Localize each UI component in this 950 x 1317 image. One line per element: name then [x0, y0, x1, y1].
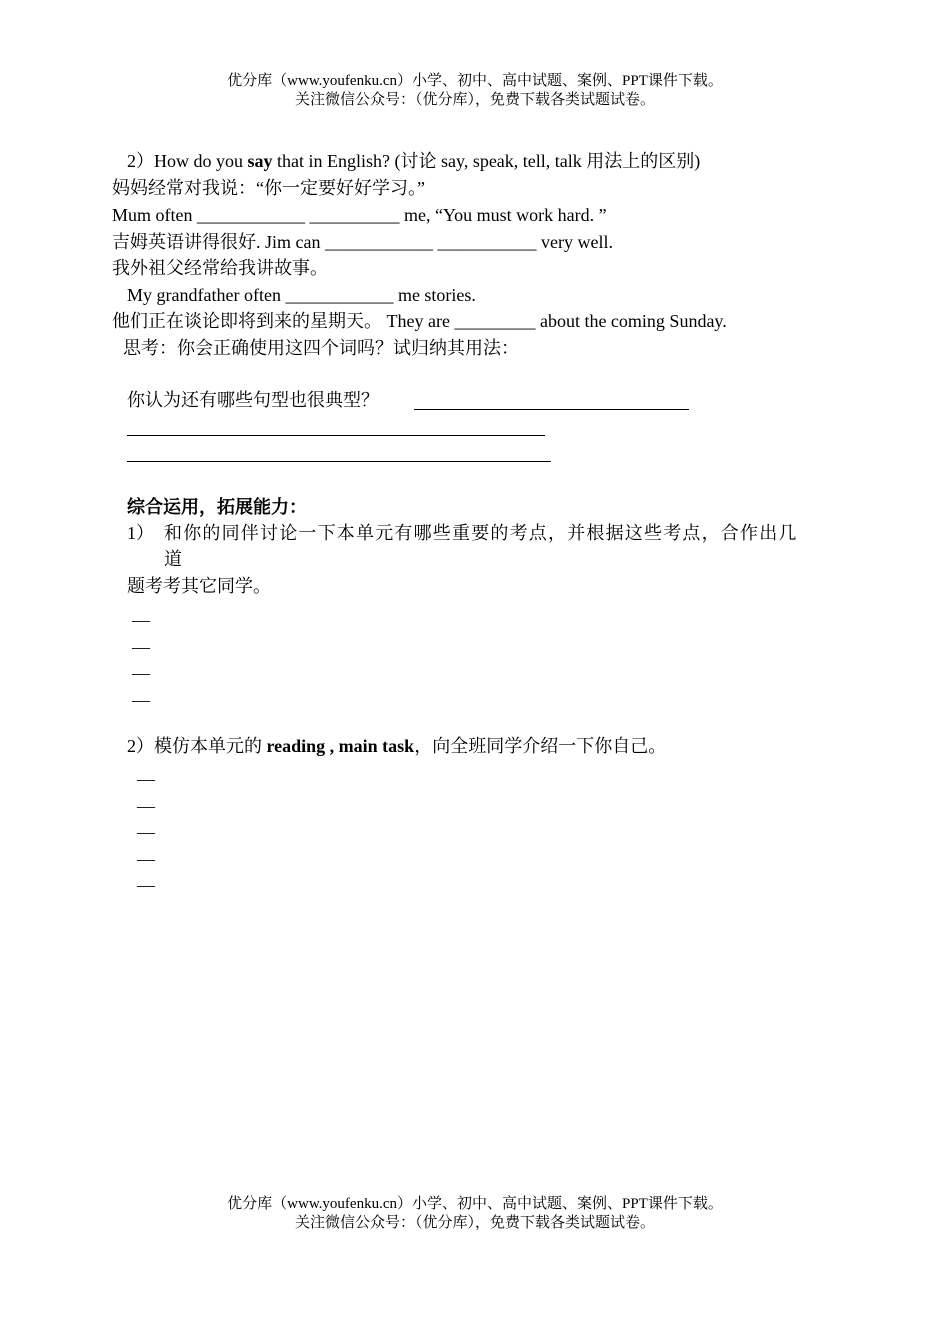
dash-line: —	[132, 663, 150, 683]
answer-line-1	[414, 409, 689, 410]
item-1-text-wrap: 道	[164, 549, 182, 569]
sentence-1-chinese: 妈妈经常对我说：“你一定要好好学习。”	[112, 178, 425, 198]
sentence-2: 吉姆英语讲得很好. Jim can ____________ ___________ very well.	[112, 232, 613, 252]
footer-line-1: 优分库（www.youfenku.cn）小学、初中、高中试题、案例、PPT课件下载。	[227, 1196, 723, 1212]
item-2	[127, 733, 666, 759]
question-2-say	[127, 148, 700, 174]
item-2-prefix: 2）模仿本单元的	[127, 736, 267, 756]
answer-line-3	[127, 461, 551, 462]
dash-line: —	[137, 849, 155, 869]
dash-line: —	[137, 796, 155, 816]
sentence-4: 他们正在谈论即将到来的星期天。 They are _________ about the coming Sunday.	[112, 311, 727, 331]
dash-line: —	[137, 769, 155, 789]
answer-line-2	[127, 435, 545, 436]
page-footer	[0, 1195, 950, 1233]
sentence-3-english: My grandfather often ____________ me stories.	[127, 285, 476, 305]
typical-patterns-prompt: 你认为还有哪些句型也很典型？	[127, 390, 379, 410]
sentence-3-chinese: 我外祖父经常给我讲故事。	[112, 258, 328, 278]
footer-line-2: 关注微信公众号：（优分库），免费下载各类试题试卷。	[294, 1215, 655, 1231]
question-prefix: 2）How do you	[127, 151, 248, 171]
item-1-number: 1）	[127, 523, 154, 543]
dash-line: —	[132, 690, 150, 710]
question-suffix: that in English? (讨论 say, speak, tell, talk 用法上的区别)	[272, 151, 701, 171]
page-header	[0, 72, 950, 110]
header-line-1: 优分库（www.youfenku.cn）小学、初中、高中试题、案例、PPT课件下载。	[227, 73, 723, 89]
dash-line: —	[137, 822, 155, 842]
item-2-suffix: ，向全班同学介绍一下你自己。	[414, 736, 667, 756]
sentence-1-english: Mum often ____________ __________ me, “You must work hard. ”	[112, 205, 607, 225]
dash-line: —	[137, 875, 155, 895]
think-prompt: 思考：你会正确使用这四个词吗？试归纳其用法：	[123, 338, 519, 358]
section-title	[127, 494, 307, 520]
header-line-2: 关注微信公众号：（优分库），免费下载各类试题试卷。	[294, 92, 655, 108]
item-1-text-continued: 题考考其它同学。	[127, 576, 271, 596]
question-bold-word: say	[247, 151, 273, 171]
section-title-text: 综合运用，拓展能力：	[127, 497, 307, 517]
item-1-text: 和你的同伴讨论一下本单元有哪些重要的考点，并根据这些考点，合作出几	[164, 523, 798, 543]
dash-line: —	[132, 610, 150, 630]
item-2-bold: reading , main task	[266, 736, 415, 756]
dash-line: —	[132, 637, 150, 657]
